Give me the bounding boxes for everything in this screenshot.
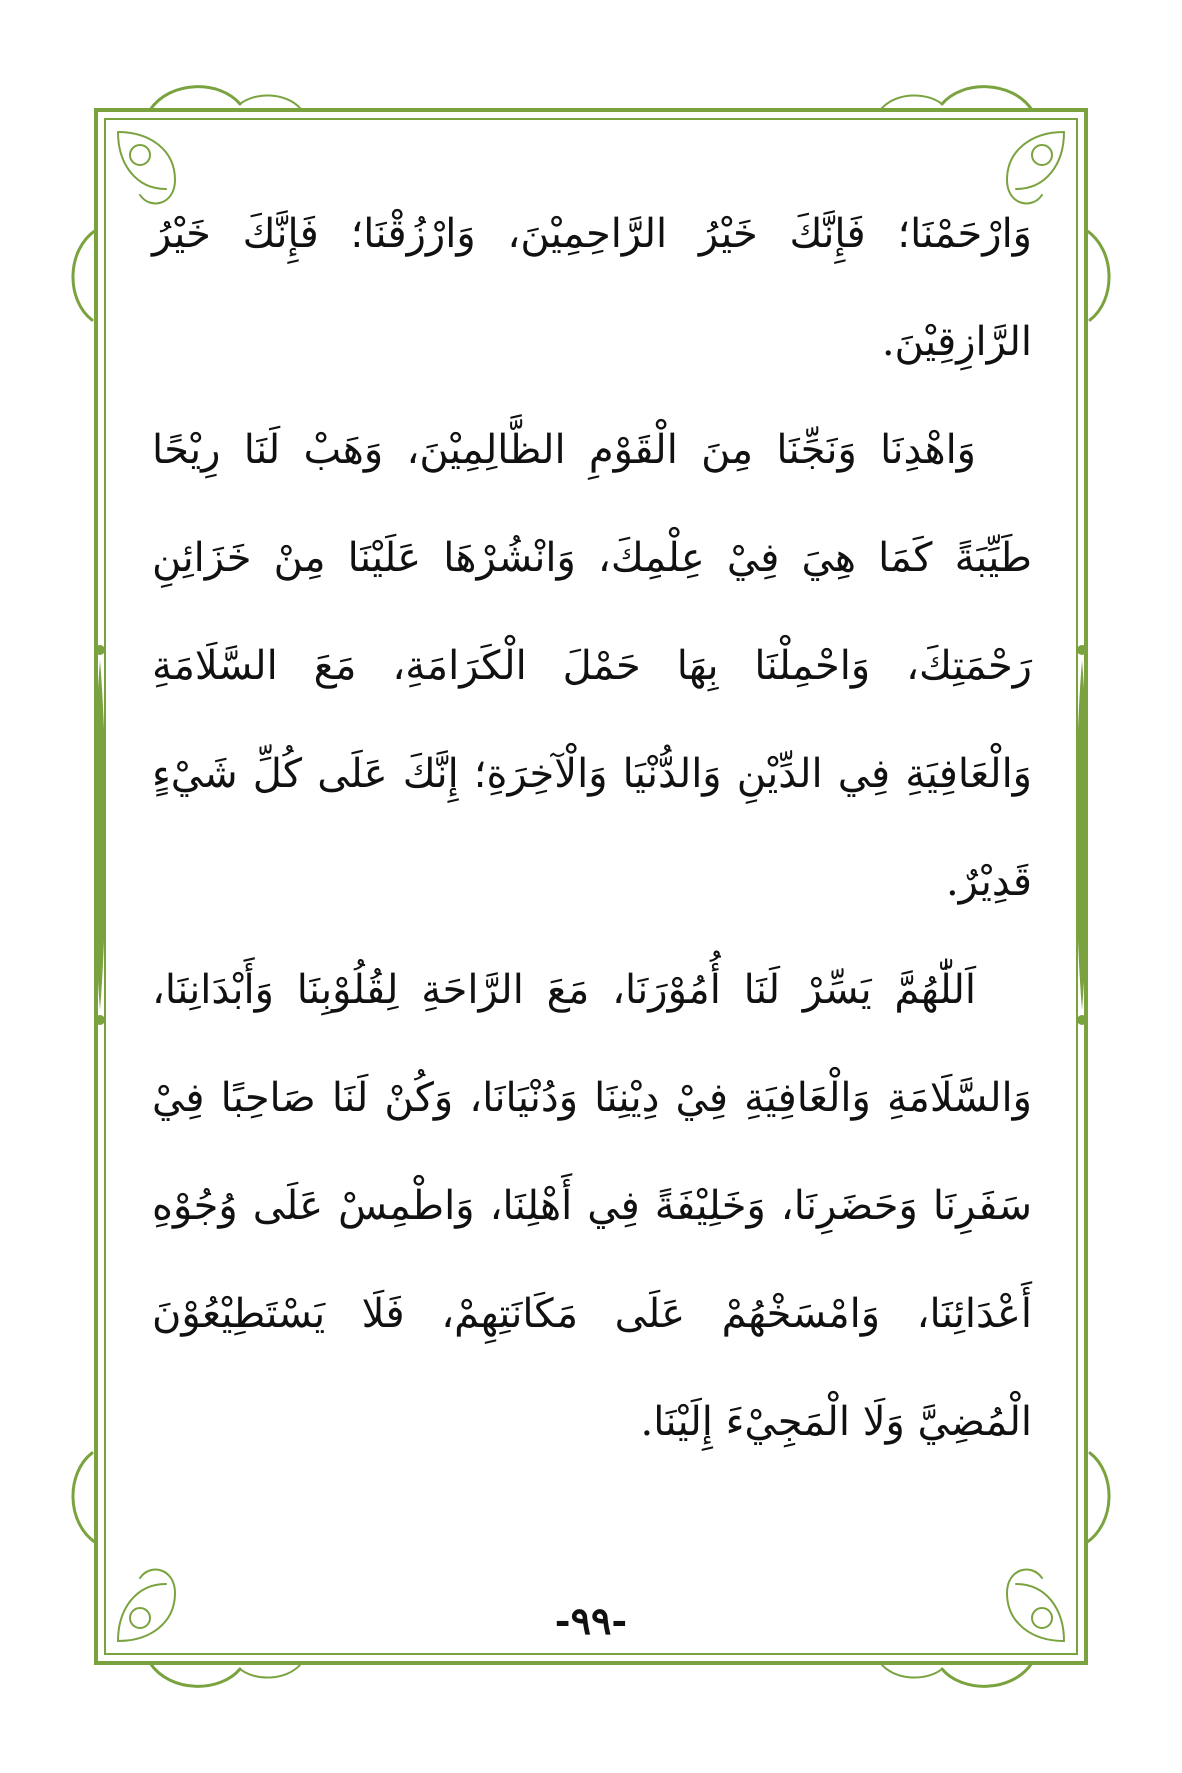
paragraph-2: وَاهْدِنَا وَنَجِّنَا مِنَ الْقَوْمِ الظَّالِمِيْنَ، وَهَبْ لَنَا رِيْحًا طَيِّبَةً كَمَا هِيَ فِيْ عِلْمِكَ، وَانْشُرْهَا عَلَيْنَا مِنْ خَزَائِنِ رَحْمَتِكَ، وَاحْمِلْنَا بِهَا حَمْلَ الْكَرَامَةِ، مَعَ السَّلَامَةِ وَالْعَافِيَةِ فِي الدِّيْنِ وَالدُّنْيَا وَالْآخِرَةِ؛ إِنَّكَ عَلَى كُلِّ شَيْءٍ قَدِيْرٌ. <box>152 427 1032 905</box>
paragraph-3: اَللّٰهُمَّ يَسِّرْ لَنَا أُمُوْرَنَا، مَعَ الرَّاحَةِ لِقُلُوْبِنَا وَأَبْدَانِنَا، وَالسَّلَامَةِ وَالْعَافِيَةِ فِيْ دِيْنِنَا وَدُنْيَانَا، وَكُنْ لَنَا صَاحِبًا فِيْ سَفَرِنَا وَحَضَرِنَا، وَخَلِيْفَةً فِي أَهْلِنَا، وَاطْمِسْ عَلَى وُجُوْهِ أَعْدَائِنَا، وَامْسَخْهُمْ عَلَى مَكَانَتِهِمْ، فَلَا يَسْتَطِيْعُوْنَ الْمُضِيَّ وَلَا الْمَجِيْءَ إِلَيْنَا. <box>152 967 1032 1445</box>
page-number: -٩٩- <box>554 1598 628 1643</box>
paragraph-1: وَارْحَمْنَا؛ فَإِنَّكَ خَيْرُ الرَّاحِمِيْنَ، وَارْزُقْنَا؛ فَإِنَّكَ خَيْرُ الرَّازِقِيْنَ. <box>152 211 1032 365</box>
prayer-text <box>152 180 1032 1476</box>
